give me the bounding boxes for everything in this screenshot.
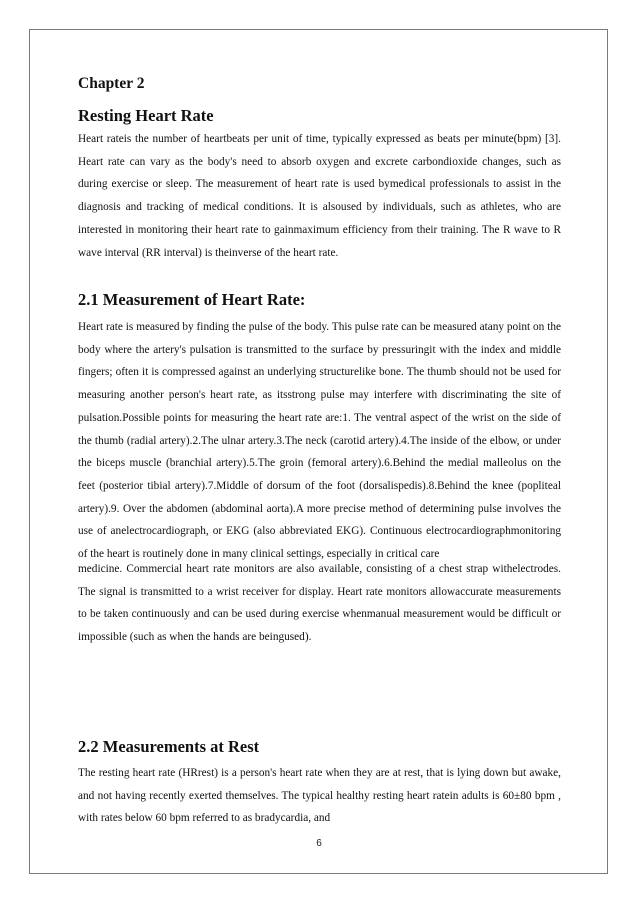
section-heading-2-1: 2.1 Measurement of Heart Rate: bbox=[78, 290, 306, 309]
section-2-1-paragraph: Heart rate is measured by finding the pulse of the body. This pulse rate can be measured atany point on the body where the artery's pulsation is transmitted to the surface by pressuringit with the index and middle fingers; often it is compressed against an underlying structurelike bone. The thumb should not be used for measuring another person's heart rate, as itsstrong pulse may interfere with discriminating the site of pulsation.Possible points for measuring the heart rate are:1. The ventral aspect of the wrist on the side of the thumb (radial artery).2.The ulnar artery.3.The neck (carotid artery).4.The inside of the elbow, or under the biceps muscle (branchial artery).5.The groin (femoral artery).6.Behind the medial malleolus on the feet (posterior tibial artery).7.Middle of dorsum of the foot (dorsalispedis).8.Behind the knee (popliteal artery).9. Over the abdomen (abdominal aorta).A more precise method of determining pulse involves the use of anelectrocardiograph, or EKG (also abbreviated EKG). Continuous electrocardiographmonitoring of the heart is routinely done in many clinical settings, especially in critical care bbox=[78, 321, 561, 561]
chapter-title: Resting Heart Rate bbox=[78, 106, 214, 125]
intro-paragraph: Heart rateis the number of heartbeats per unit of time, typically expressed as beats per minute(bpm) [3]. Heart rate can vary as the body's need to absorb oxygen and excrete carbondioxide changes, such as during exercise or sleep. The measurement of heart rate is used bymedical professionals to assist in the diagnosis and tracking of medical conditions. It is alsoused by individuals, such as athletes, who are interested in monitoring their heart rate to gainmaximum efficiency from their training. The R wave to R wave interval (RR interval) is theinverse of the heart rate. bbox=[78, 133, 561, 259]
section-2-2-paragraph: The resting heart rate (HRrest) is a person's heart rate when they are at rest, that is lying down but awake, and not having recently exerted themselves. The typical healthy resting heart ratein adults is 60±80 bpm , with rates below 60 bpm referred to as bradycardia, and bbox=[78, 767, 561, 825]
chapter-label: Chapter 2 bbox=[78, 75, 145, 92]
section-2-1-paragraph-continued: medicine. Commercial heart rate monitors are also available, consisting of a chest strap withelectrodes. The signal is transmitted to a wrist receiver for display. Heart rate monitors allowaccurate measurements to be taken continuously and can be used during exercise whenmanual measurement would be difficult or impossible (such as when the hands are beingused). bbox=[78, 563, 561, 644]
page-number: 6 bbox=[316, 838, 322, 849]
section-heading-2-2: 2.2 Measurements at Rest bbox=[78, 737, 260, 756]
